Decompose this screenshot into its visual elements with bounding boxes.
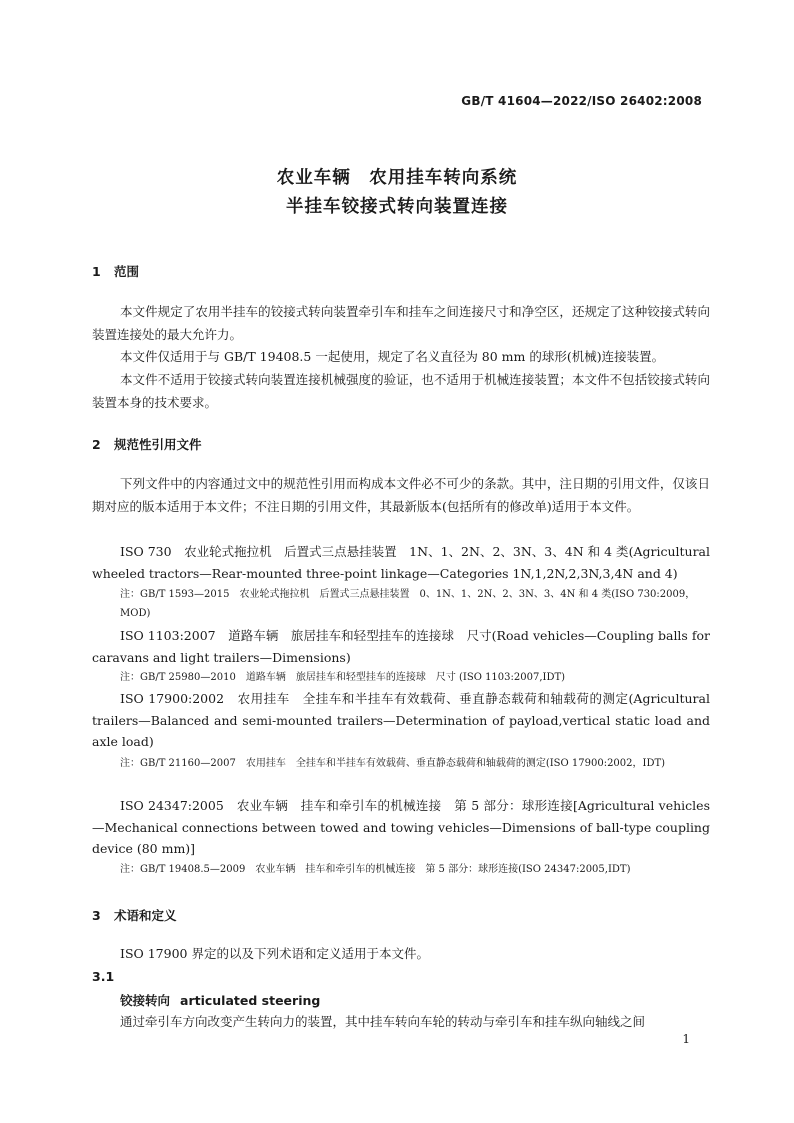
references-intro: 下列文件中的内容通过文中的规范性引用而构成本文件必不可少的条款。其中，注日期的引用文件，仅该日期对应的版本适用于本文件；不注日期的引用文件，其最新版本(包括所有的修改单)适用于本文件。 [92,476,710,514]
section-3-heading [92,906,177,924]
scope-paragraph-1: 本文件规定了农用半挂车的铰接式转向装置牵引车和挂车之间连接尺寸和净空区，还规定了这种铰接式转向装置连接处的最大允许力。 [92,304,710,342]
standard-id: GB/T 41604—2022/ISO 26402:2008 [461,94,702,108]
document-title-line-1: 农业车辆 农用挂车转向系统 [276,168,518,188]
document-title-line-2: 半挂车铰接式转向装置连接 [286,197,508,217]
section-number: 3 [92,908,101,923]
term-number: 3.1 [92,969,115,984]
term-zh: 铰接转向 [120,993,171,1008]
reference-iso-17900: ISO 17900:2002 农用挂车 全挂车和半挂车有效载荷、垂直静态载荷和轴载荷的测定(Agricultural trailers—Balanced and semi-mounted trailers—Determination of payload,vertical static load and axle load) [92,691,710,749]
section-1-heading [92,262,139,280]
reference-note-3: 注：GB/T 21160—2007 农用挂车 全挂车和半挂车有效载荷、垂直静态载荷和轴载荷的测定(ISO 17900:2002，IDT) [120,758,666,769]
reference-note-4: 注：GB/T 19408.5—2009 农业车辆 挂车和牵引车的机械连接 第 5 部分：球形连接(ISO 24347:2005,IDT) [120,864,631,875]
page-number: 1 [682,1032,690,1046]
reference-note-2: 注：GB/T 25980—2010 道路车辆 旅居挂车和轻型挂车的连接球 尺寸 (ISO 1103:2007,IDT) [120,672,566,683]
section-title: 规范性引用文件 [114,437,202,452]
term-definition: 通过牵引车方向改变产生转向力的装置，其中挂车转向车轮的转动与牵引车和挂车纵向轴线之间 [120,1014,646,1029]
scope-paragraph-3: 本文件不适用于铰接式转向装置连接机械强度的验证，也不适用于机械连接装置；本文件不包括铰接式转向装置本身的技术要求。 [92,372,710,410]
section-title: 范围 [114,264,140,279]
scope-paragraph-2: 本文件仅适用于与 GB/T 19408.5 一起使用，规定了名义直径为 80 mm 的球形(机械)连接装置。 [120,349,665,364]
section-number: 1 [92,264,101,279]
reference-iso-730: ISO 730 农业轮式拖拉机 后置式三点悬挂装置 1N、1、2N、2、3N、3、4N 和 4 类(Agricultural wheeled tractors—Rear-mounted three-point linkage—Categories 1N,1,2N,2,3N,3,4N and 4) [92,544,710,581]
reference-iso-1103: ISO 1103:2007 道路车辆 旅居挂车和轻型挂车的连接球 尺寸(Road vehicles—Coupling balls for caravans and light trailers—Dimensions) [92,628,710,665]
reference-iso-24347: ISO 24347:2005 农业车辆 挂车和牵引车的机械连接 第 5 部分：球形连接[Agricultural vehicles—Mechanical connections between towed and towing vehicles—Dimensions of ball-type coupling device (80 mm)] [92,798,710,856]
section-2-heading [92,435,202,453]
section-number: 2 [92,437,101,452]
term-heading [120,991,320,1009]
term-en: articulated steering [180,993,321,1008]
terms-intro: ISO 17900 界定的以及下列术语和定义适用于本文件。 [120,946,429,961]
reference-note-1: 注：GB/T 1593—2015 农业轮式拖拉机 后置式三点悬挂装置 0、1N、1、2N、2、3N、3、4N 和 4 类(ISO 730:2009，MOD) [120,589,696,619]
section-title: 术语和定义 [114,908,177,923]
